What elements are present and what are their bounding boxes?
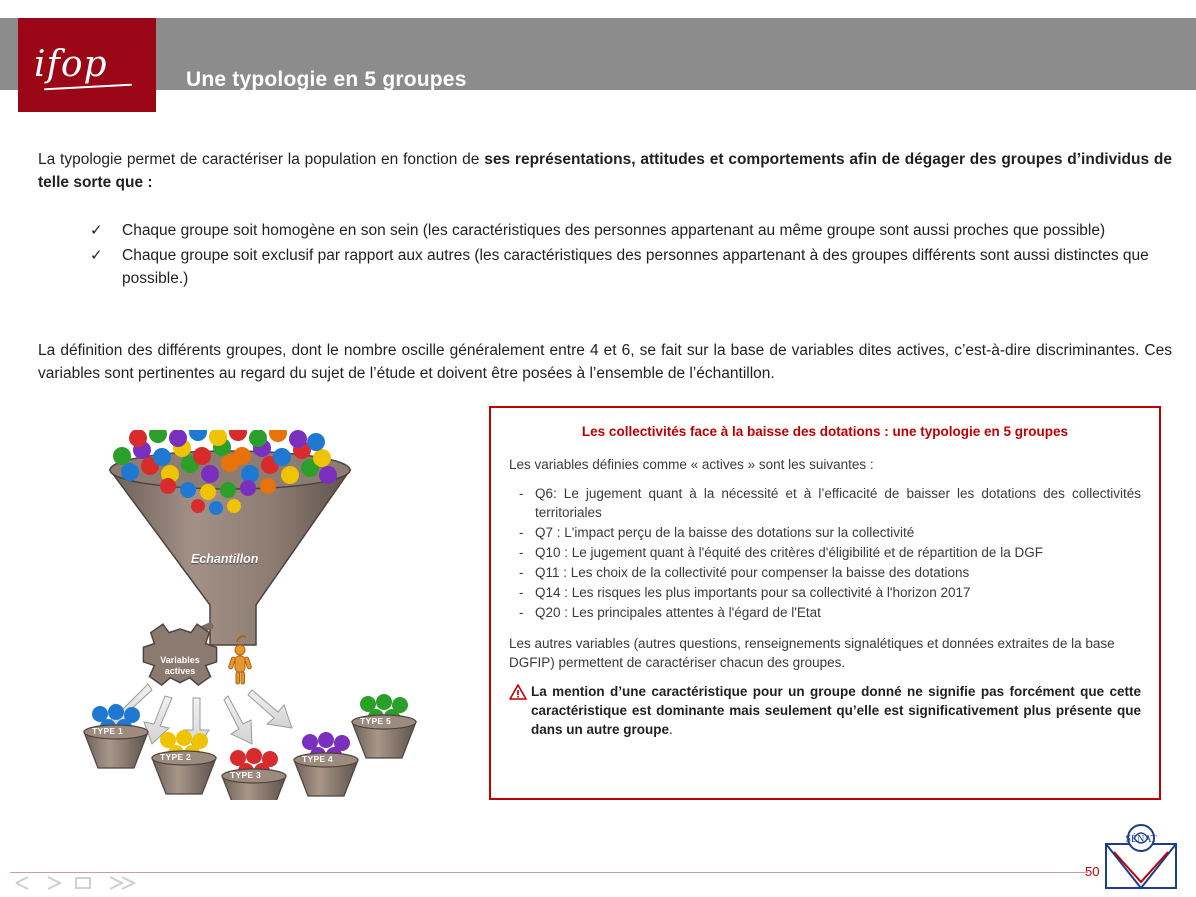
funnel-graphic xyxy=(60,430,460,800)
list-item xyxy=(88,219,1174,242)
type-label-5: TYPE 5 xyxy=(360,716,392,726)
dash-marker: - xyxy=(519,565,524,580)
intro-paragraph xyxy=(38,148,1172,194)
type-label-1: TYPE 1 xyxy=(92,726,124,736)
dash-marker: - xyxy=(519,545,524,560)
methodology-box xyxy=(489,406,1161,800)
type-label-2: TYPE 2 xyxy=(160,752,192,762)
gear-label: Variables actives xyxy=(160,655,200,676)
list-item-label: Q14 : Les risques les plus importants pour sa collectivité à l'horizon 2017 xyxy=(535,585,971,600)
list-item-label: Q10 : Le jugement quant à l'équité des critères d'éligibilité et de répartition de la DGF xyxy=(535,545,1043,560)
ifop-logo xyxy=(18,18,156,112)
dash-marker: - xyxy=(519,585,524,600)
intro-text-bold: ses représentations, attitudes et comportements afin de dégager des groupes d’individus de telle sorte que : xyxy=(38,151,1172,191)
list-item xyxy=(509,563,1141,582)
senat-logo-text: SÉNAT xyxy=(1125,834,1157,845)
list-item-label: Q7 : L'impact perçu de la baisse des dotations sur la collectivité xyxy=(535,525,915,540)
definition-paragraph: La définition des différents groupes, dont le nombre oscille généralement entre 4 et 6, se fait sur la base de variables dites actives, c’est-à-dire discriminantes. Ces variables sont pertinentes au regard du sujet de l’étude et doivent être posées à l’ensemble de l’échantillon. xyxy=(38,342,1172,382)
check-icon: ✓ xyxy=(90,222,103,239)
footer-divider xyxy=(10,872,1088,873)
list-item xyxy=(88,244,1174,290)
bullet-list xyxy=(88,219,1174,292)
methodology-outro: Les autres variables (autres questions, renseignements signalétiques et données extraites de la base DGFIP) permettent de caractériser chacun des groupes. xyxy=(509,636,1115,670)
slide-header xyxy=(0,18,1196,90)
page-title: Une typologie en 5 groupes xyxy=(186,68,467,91)
list-item xyxy=(509,523,1141,542)
list-item xyxy=(509,603,1141,622)
dash-marker: - xyxy=(519,486,524,501)
list-item-label: Chaque groupe soit exclusif par rapport aux autres (les caractéristiques des personnes appartenant à des groupes différents sont aussi distinctes que possible.) xyxy=(122,247,1149,287)
warning-text-bold: La mention d’une caractéristique pour un groupe donné ne signifie pas forcément que cette caractéristique est dominante mais seulement qu’elle est significativement plus présente que dans un autre groupe xyxy=(531,684,1141,737)
dash-marker: - xyxy=(519,605,524,620)
list-item-label: Chaque groupe soit homogène en son sein (les caractéristiques des personnes appartenant au même groupe sont aussi proches que possible) xyxy=(122,222,1106,239)
list-item-label: Q20 : Les principales attentes à l'égard de l'Etat xyxy=(535,605,821,620)
senat-logo xyxy=(1104,822,1178,890)
methodology-intro: Les variables définies comme « actives » sont les suivantes : xyxy=(509,457,874,472)
warning-text-tail: . xyxy=(669,722,673,737)
type-label-3: TYPE 3 xyxy=(230,770,262,780)
list-item xyxy=(509,543,1141,562)
list-item-label: Q11 : Les choix de la collectivité pour compenser la baisse des dotations xyxy=(535,565,970,580)
list-item xyxy=(509,484,1141,522)
methodology-box-title: Les collectivités face à la baisse des dotations : une typologie en 5 groupes xyxy=(581,424,1069,439)
page-number: 50 xyxy=(1085,864,1100,879)
intro-text-normal: La typologie permet de caractériser la population en fonction de xyxy=(38,151,485,168)
ifop-logo-text: ifop xyxy=(34,44,108,85)
warning-note xyxy=(509,682,1141,739)
type-label-4: TYPE 4 xyxy=(302,754,334,764)
list-item xyxy=(509,583,1141,602)
funnel-illustration xyxy=(60,430,460,800)
dash-marker: - xyxy=(519,525,524,540)
check-icon: ✓ xyxy=(90,247,103,264)
active-variables-list xyxy=(509,484,1141,622)
sample-label: Echantillon xyxy=(191,552,259,566)
nav-arrows xyxy=(14,874,144,892)
warning-icon xyxy=(509,684,531,705)
list-item-label: Q6: Le jugement quant à la nécessité et à l’efficacité de baisser les dotations des collectivités territoriales xyxy=(535,486,1141,520)
warning-text xyxy=(531,682,1141,739)
